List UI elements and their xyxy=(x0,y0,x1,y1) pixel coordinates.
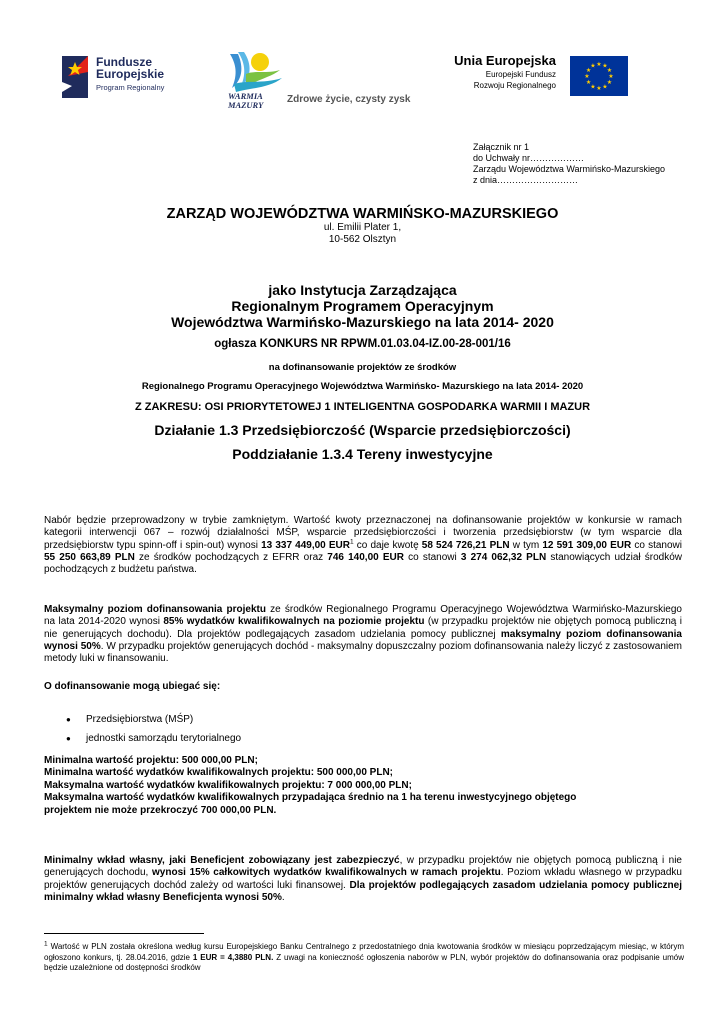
svg-text:★: ★ xyxy=(596,61,602,68)
svg-text:★: ★ xyxy=(602,83,608,91)
submeasure-title: Poddziałanie 1.3.4 Tereny inwestycyjne xyxy=(232,446,493,462)
svg-text:★: ★ xyxy=(606,67,613,74)
bold-text: maksymalny poziom dofinansowania wynosi 50% xyxy=(44,628,682,652)
ue-logo-line3: Rozwoju Regionalnego xyxy=(473,81,556,90)
eu-flag-icon xyxy=(570,56,628,96)
text: (w przypadku projektów nie objętych pomocą publiczną i nie generujących dochodu). Dla projektów podlegających zasadom udzielania pomocy publicznej xyxy=(44,616,683,640)
logo-unia-europejska xyxy=(453,55,628,100)
text: w tym xyxy=(509,539,543,551)
svg-text:★: ★ xyxy=(590,62,596,70)
amount-pln-budget: 3 274 062,32 PLN xyxy=(460,551,547,563)
funding-source-line2: Regionalnego Programu Operacyjnego Województwa Warmińsko- Mazurskiego na lata 2014- 2020 xyxy=(141,381,584,392)
funding-source-line1: na dofinansowanie projektów ze środków xyxy=(268,362,457,373)
warmia-mazury-logo-icon xyxy=(224,44,288,110)
text: stanowiących udział środków pochodzących z budżetu państwa. xyxy=(44,551,683,576)
annex-note xyxy=(473,142,665,186)
allocation-paragraph xyxy=(44,515,682,576)
priority-axis: Z ZAKRESU: OSI PRIORYTETOWEJ 1 INTELIGENTNA GOSPODARKA WARMII I MAZUR xyxy=(134,401,591,413)
measure-title: Działanie 1.3 Przedsiębiorczość (Wsparcie przedsiębiorczości) xyxy=(154,422,571,438)
list-item: ● Przedsiębiorstwa (MŚP) xyxy=(66,710,241,729)
amount-pln-total: 58 524 726,21 PLN xyxy=(421,539,510,551)
text: co stanowi xyxy=(631,539,682,551)
footnote-ref: 1 xyxy=(350,538,354,546)
limit-line: Minimalna wartość projektu: 500 000,00 PLN; xyxy=(44,755,258,766)
limit-line: Minimalna wartość wydatków kwalifikowalnych projektu: 500 000,00 PLN; xyxy=(44,767,393,779)
bold-text: 85% wydatków kwalifikowalnych na poziomie projektu xyxy=(163,616,425,628)
project-value-limits xyxy=(44,755,684,817)
applicants-heading: O dofinansowanie mogą ubiegać się: xyxy=(44,681,221,692)
institution-heading xyxy=(0,282,725,330)
own-contribution-paragraph xyxy=(44,855,682,904)
list-item: ● jednostki samorządu terytorialnego xyxy=(66,729,241,748)
institution-line1: jako Instytucja Zarządzająca xyxy=(268,282,457,298)
logo-fundusze-europejskie xyxy=(62,52,182,102)
annex-line2: do Uchwały nr……………… xyxy=(473,153,585,163)
contest-number: ogłasza KONKURS NR RPWM.01.03.04-IZ.00-28-001/16 xyxy=(214,338,511,350)
institution-line2: Regionalnym Programem Operacyjnym xyxy=(231,298,494,314)
text: Nabór będzie przeprowadzony w trybie zamkniętym. Wartość kwoty przeznaczonej na dofinansowanie projektów w konkursie w ramach kategorii interwencji 067 – rozwój działalności MŚP, wsparcie przedsiębiorczości i tworzenia przedsiębiorstw (w tym wsparcie dla przedsiębiorstw typu spinn-off i spin-out) wynosi xyxy=(44,515,682,551)
bold-text: Maksymalny poziom dofinansowania projektu xyxy=(44,604,266,615)
ue-logo-line1: Unia Europejska xyxy=(454,53,556,68)
annex-line1: Załącznik nr 1 xyxy=(473,142,530,152)
bold-text: Dla projektów podlegających zasadom udzielania pomocy publicznej minimalny wkład własny Beneficjenta wynosi 50% xyxy=(44,879,682,903)
text: co daje kwotę xyxy=(353,539,422,551)
warmia-logo-word: WARMIA xyxy=(228,91,263,101)
fundusze-logo-line3: Program Regionalny xyxy=(96,83,165,92)
cofinancing-level-paragraph xyxy=(44,604,682,665)
limit-line: Maksymalna wartość wydatków kwalifikowalnych projektu: 7 000 000,00 PLN; xyxy=(44,779,412,791)
text: , w przypadku projektów nie objętych pomocą publiczną i nie generujących dochodu, xyxy=(44,855,682,879)
text: . xyxy=(281,891,285,903)
fundusze-logo-line2: Europejskie xyxy=(96,67,165,81)
text: Wartość w PLN została określona według kursu Europejskiego Banku Centralnego z przedostatniego dnia kwotowania środków w miesiącu poprzedzającym miesiąc, w którym ogłoszono konkurs, tj. 28.04.2016, gdzie xyxy=(44,942,684,962)
fundusze-europejskie-star-logo-icon xyxy=(62,52,90,100)
mazury-logo-word: MAZURY xyxy=(228,100,264,110)
svg-text:★: ★ xyxy=(596,85,602,92)
limit-line: Maksymalna wartość wydatków kwalifikowalnych przypadająca średnio na 1 ha terenu inwestycyjnego objętego xyxy=(44,792,577,804)
applicants-list xyxy=(66,710,241,748)
bold-text: Minimalny wkład własny, jaki Beneficjent zobowiązany jest zabezpieczyć xyxy=(44,855,400,866)
text: . W przypadku projektów generujących dochód - maksymalny dopuszczalny poziom dofinansowania należy liczyć z zastosowaniem metody luki w finansowaniu. xyxy=(44,640,682,665)
amount-eur-total: 13 337 449,00 EUR xyxy=(261,539,350,551)
warmia-slogan: Zdrowe życie, czysty zysk xyxy=(287,94,411,105)
footnote-number: 1 xyxy=(44,940,48,948)
svg-text:★: ★ xyxy=(608,73,614,80)
text: . Poziom wkładu własnego w przypadku projektów generujących dochód zależy od wartości luki finansowej. xyxy=(44,867,682,891)
svg-text:★: ★ xyxy=(590,83,596,91)
text: ze środków Regionalnego Programu Operacyjnego Województwa Warmińsko-Mazurskiego na lata 2014-2020 wynosi xyxy=(44,604,682,628)
svg-text:★: ★ xyxy=(585,67,592,74)
amount-eur-efrr: 12 591 309,00 EUR xyxy=(542,539,632,551)
svg-text:★: ★ xyxy=(606,79,613,86)
fundusze-logo-line1: Fundusze xyxy=(96,55,152,69)
board-heading: ZARZĄD WOJEWÓDZTWA WARMIŃSKO-MAZURSKIEGO xyxy=(166,206,559,222)
svg-text:★: ★ xyxy=(585,79,592,86)
limit-line: projektem nie może przekroczyć 700 000,00 PLN. xyxy=(44,804,277,816)
amount-eur-budget: 746 140,00 EUR xyxy=(327,551,404,563)
annex-line3: Zarządu Województwa Warmińsko-Mazurskiego xyxy=(473,164,666,174)
ue-logo-line2: Europejski Fundusz xyxy=(485,70,556,79)
exchange-rate: 1 EUR = 4,3880 PLN. xyxy=(192,952,274,962)
footnote xyxy=(44,942,684,974)
board-address xyxy=(0,222,725,246)
svg-text:★: ★ xyxy=(602,62,608,70)
bold-text: wynosi 15% całkowitych wydatków kwalifikowalnych w ramach projektu xyxy=(152,867,501,879)
svg-text:★: ★ xyxy=(584,73,590,80)
institution-line3: Województwa Warmińsko-Mazurskiego na lata 2014- 2020 xyxy=(171,314,554,330)
text: Z uwagi na konieczność ogłoszenia naborów w PLN, wybór projektów do dofinansowania oraz podpisanie umów będzie uzależnione od dostępności środków xyxy=(44,952,684,972)
footnote-divider xyxy=(44,933,204,934)
text: co stanowi xyxy=(403,551,461,563)
amount-pln-efrr: 55 250 663,89 PLN xyxy=(44,551,135,563)
address-city: 10-562 Olsztyn xyxy=(328,234,397,245)
text: ze środków pochodzących z EFRR oraz xyxy=(134,551,328,563)
address-street: ul. Emilii Plater 1, xyxy=(323,222,402,233)
annex-line4: z dnia……………………… xyxy=(473,175,579,185)
logo-warmia-mazury xyxy=(224,44,414,110)
